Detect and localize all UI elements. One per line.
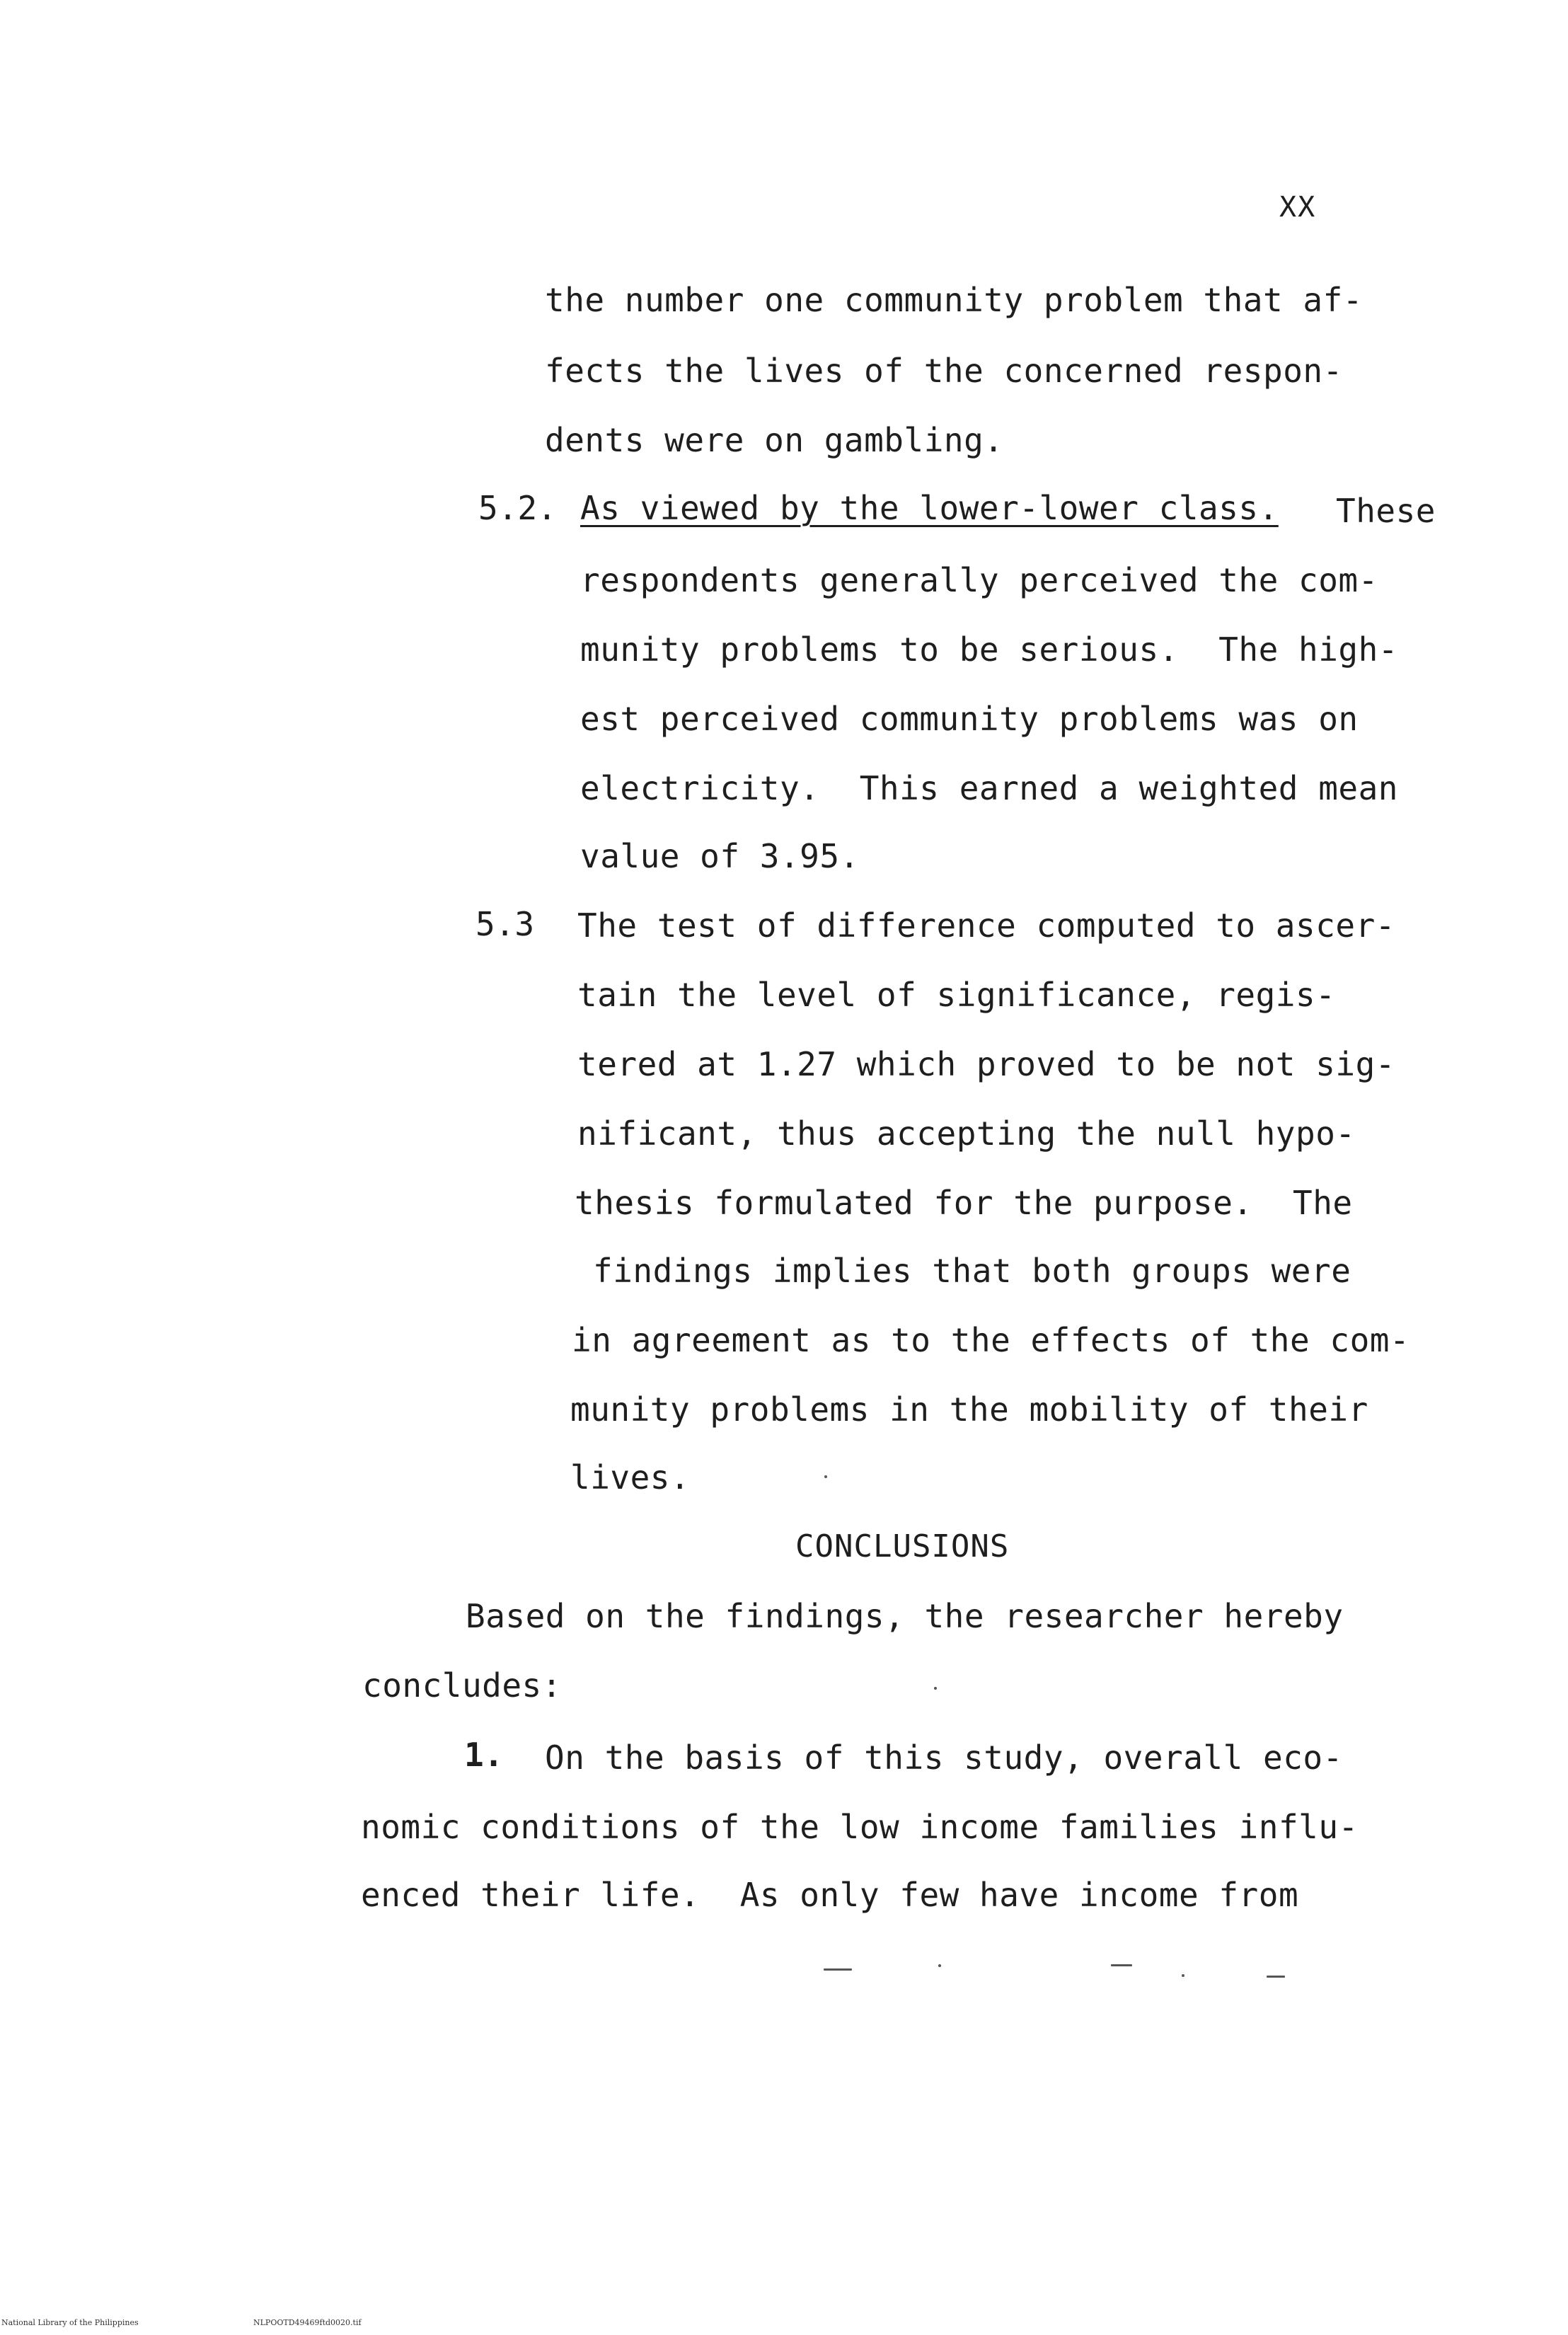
text-line: nificant, thus accepting the null hypo-: [577, 1114, 1356, 1153]
item-number: 1.: [464, 1736, 504, 1774]
text-line: tered at 1.27 which proved to be not sig-: [577, 1045, 1395, 1083]
text-line: munity problems in the mobility of their: [570, 1390, 1368, 1429]
text-line: thesis formulated for the purpose. The: [575, 1184, 1353, 1222]
text-line: in agreement as to the effects of the com-: [572, 1321, 1410, 1359]
text-line: lives.: [570, 1458, 691, 1497]
text-line: tain the level of significance, regis-: [577, 976, 1336, 1014]
text-line: electricity. This earned a weighted mean: [580, 769, 1398, 807]
text-line: On the basis of this study, overall eco-: [545, 1739, 1343, 1777]
text-line: respondents generally perceived the com-: [580, 561, 1378, 599]
footer-file-id: NLPOOTD49469ftd0020.tif: [253, 2318, 362, 2327]
text-line: enced their life. As only few have income from: [361, 1876, 1299, 1914]
scan-speck: [1111, 1964, 1132, 1966]
section-heading: CONCLUSIONS: [795, 1528, 1010, 1564]
item-number: 5.2.: [478, 489, 557, 527]
page-number: XX: [1279, 191, 1317, 224]
scan-speck: [938, 1964, 941, 1967]
text-line: nomic conditions of the low income families influ-: [361, 1808, 1359, 1846]
footer-library: National Library of the Philippines: [1, 2318, 139, 2327]
text-line: fects the lives of the concerned respon-: [545, 352, 1343, 390]
text-line: Based on the findings, the researcher hereby: [466, 1597, 1344, 1635]
scan-speck: [1182, 1974, 1184, 1977]
scan-speck: [1267, 1976, 1285, 1978]
text-line: dents were on gambling.: [545, 421, 1004, 459]
text-line: est perceived community problems was on: [580, 700, 1359, 738]
text-line: concludes:: [362, 1666, 562, 1705]
text-line: munity problems to be serious. The high-: [580, 630, 1398, 669]
text-line: findings implies that both groups were: [593, 1252, 1351, 1290]
scan-speck: [934, 1687, 937, 1690]
scan-speck: [824, 1968, 852, 1971]
scan-speck: [824, 1475, 827, 1478]
text-line: the number one community problem that af-: [545, 281, 1363, 319]
item-heading: As viewed by the lower-lower class.: [580, 489, 1279, 527]
text-line: The test of difference computed to ascer-: [577, 906, 1395, 945]
text-line: value of 3.95.: [580, 837, 860, 875]
item-number: 5.3: [475, 905, 535, 943]
text-line: These: [1336, 492, 1436, 530]
